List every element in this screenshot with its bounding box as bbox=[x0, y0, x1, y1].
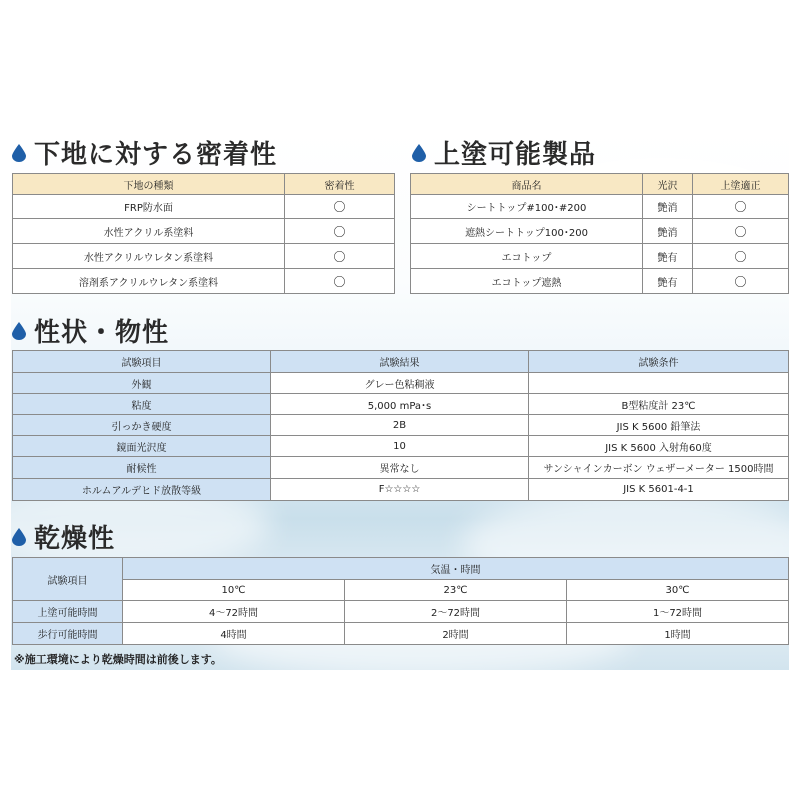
adhesion-table bbox=[12, 173, 395, 294]
suitability-mark: 〇 bbox=[693, 244, 789, 269]
topcoat-title bbox=[412, 134, 596, 171]
drying-value-cell: 4時間 bbox=[123, 623, 345, 645]
table-row bbox=[13, 479, 789, 501]
header-temperature-time: 気温・時間 bbox=[123, 558, 789, 580]
drying-title bbox=[12, 518, 115, 555]
adhesion-mark: 〇 bbox=[285, 244, 395, 269]
temp-header-10: 10℃ bbox=[123, 580, 345, 601]
header-gloss: 光沢 bbox=[643, 174, 693, 195]
product-cell: 遮熱シートトップ100･200 bbox=[411, 219, 643, 244]
table-row bbox=[411, 269, 789, 294]
gloss-cell: 艶有 bbox=[643, 269, 693, 294]
adhesion-title-text: 下地に対する密着性 bbox=[34, 140, 278, 170]
table-row bbox=[13, 394, 789, 415]
substrate-cell: FRP防水面 bbox=[13, 195, 285, 219]
product-cell: エコトップ遮熱 bbox=[411, 269, 643, 294]
suitability-mark: 〇 bbox=[693, 219, 789, 244]
test-item-cell: 粘度 bbox=[13, 394, 271, 415]
header-substrate: 下地の種類 bbox=[13, 174, 285, 195]
topcoat-table bbox=[410, 173, 789, 294]
properties-table bbox=[12, 350, 789, 501]
test-condition-cell: JIS K 5600 入射角60度 bbox=[529, 436, 789, 457]
table-row bbox=[13, 623, 789, 645]
drying-title-text: 乾燥性 bbox=[34, 524, 116, 554]
substrate-cell: 水性アクリル系塗料 bbox=[13, 219, 285, 244]
table-row bbox=[13, 373, 789, 394]
water-drop-icon bbox=[412, 144, 426, 162]
water-drop-icon bbox=[12, 322, 26, 340]
test-result-cell: 2B bbox=[271, 415, 529, 436]
temp-header-23: 23℃ bbox=[345, 580, 567, 601]
adhesion-mark: 〇 bbox=[285, 269, 395, 294]
table-row bbox=[13, 415, 789, 436]
test-condition-cell bbox=[529, 373, 789, 394]
header-test-condition: 試験条件 bbox=[529, 351, 789, 373]
suitability-mark: 〇 bbox=[693, 269, 789, 294]
test-result-cell: 10 bbox=[271, 436, 529, 457]
drying-row-label: 歩行可能時間 bbox=[13, 623, 123, 645]
drying-table bbox=[12, 557, 789, 645]
properties-title-text: 性状・物性 bbox=[34, 318, 170, 348]
header-test-item: 試験項目 bbox=[13, 351, 271, 373]
test-condition-cell: JIS K 5601-4-1 bbox=[529, 479, 789, 501]
test-result-cell: 異常なし bbox=[271, 457, 529, 479]
test-result-cell: F☆☆☆☆ bbox=[271, 479, 529, 501]
header-test-item: 試験項目 bbox=[13, 558, 123, 601]
drying-value-cell: 4〜72時間 bbox=[123, 601, 345, 623]
water-drop-icon bbox=[12, 528, 26, 546]
test-item-cell: 耐候性 bbox=[13, 457, 271, 479]
test-item-cell: 引っかき硬度 bbox=[13, 415, 271, 436]
header-adhesion: 密着性 bbox=[285, 174, 395, 195]
table-row bbox=[13, 457, 789, 479]
adhesion-mark: 〇 bbox=[285, 195, 395, 219]
table-row bbox=[411, 244, 789, 269]
drying-row-label: 上塗可能時間 bbox=[13, 601, 123, 623]
gloss-cell: 艶消 bbox=[643, 219, 693, 244]
table-row bbox=[13, 601, 789, 623]
test-item-cell: ホルムアルデヒド放散等級 bbox=[13, 479, 271, 501]
table-row bbox=[13, 195, 395, 219]
header-product: 商品名 bbox=[411, 174, 643, 195]
test-condition-cell: JIS K 5600 鉛筆法 bbox=[529, 415, 789, 436]
properties-title bbox=[12, 312, 169, 349]
table-row bbox=[13, 219, 395, 244]
drying-value-cell: 1時間 bbox=[567, 623, 789, 645]
test-item-cell: 外観 bbox=[13, 373, 271, 394]
water-drop-icon bbox=[12, 144, 26, 162]
suitability-mark: 〇 bbox=[693, 195, 789, 219]
temp-header-30: 30℃ bbox=[567, 580, 789, 601]
drying-value-cell: 2〜72時間 bbox=[345, 601, 567, 623]
table-row bbox=[411, 195, 789, 219]
drying-value-cell: 1〜72時間 bbox=[567, 601, 789, 623]
test-item-cell: 鏡面光沢度 bbox=[13, 436, 271, 457]
drying-value-cell: 2時間 bbox=[345, 623, 567, 645]
table-row bbox=[411, 219, 789, 244]
product-cell: エコトップ bbox=[411, 244, 643, 269]
header-test-result: 試験結果 bbox=[271, 351, 529, 373]
gloss-cell: 艶消 bbox=[643, 195, 693, 219]
topcoat-title-text: 上塗可能製品 bbox=[434, 140, 597, 170]
test-condition-cell: サンシャインカーボン ウェザーメーター 1500時間 bbox=[529, 457, 789, 479]
adhesion-title bbox=[12, 134, 277, 171]
substrate-cell: 溶剤系アクリルウレタン系塗料 bbox=[13, 269, 285, 294]
table-row bbox=[13, 436, 789, 457]
header-suitability: 上塗適正 bbox=[693, 174, 789, 195]
test-result-cell: 5,000 mPa･s bbox=[271, 394, 529, 415]
gloss-cell: 艶有 bbox=[643, 244, 693, 269]
drying-note: ※施工環境により乾燥時間は前後します。 bbox=[14, 653, 222, 666]
adhesion-mark: 〇 bbox=[285, 219, 395, 244]
product-cell: シートトップ#100･#200 bbox=[411, 195, 643, 219]
test-result-cell: グレー色粘稠液 bbox=[271, 373, 529, 394]
table-row bbox=[13, 244, 395, 269]
table-row bbox=[13, 269, 395, 294]
substrate-cell: 水性アクリルウレタン系塗料 bbox=[13, 244, 285, 269]
test-condition-cell: B型粘度計 23℃ bbox=[529, 394, 789, 415]
